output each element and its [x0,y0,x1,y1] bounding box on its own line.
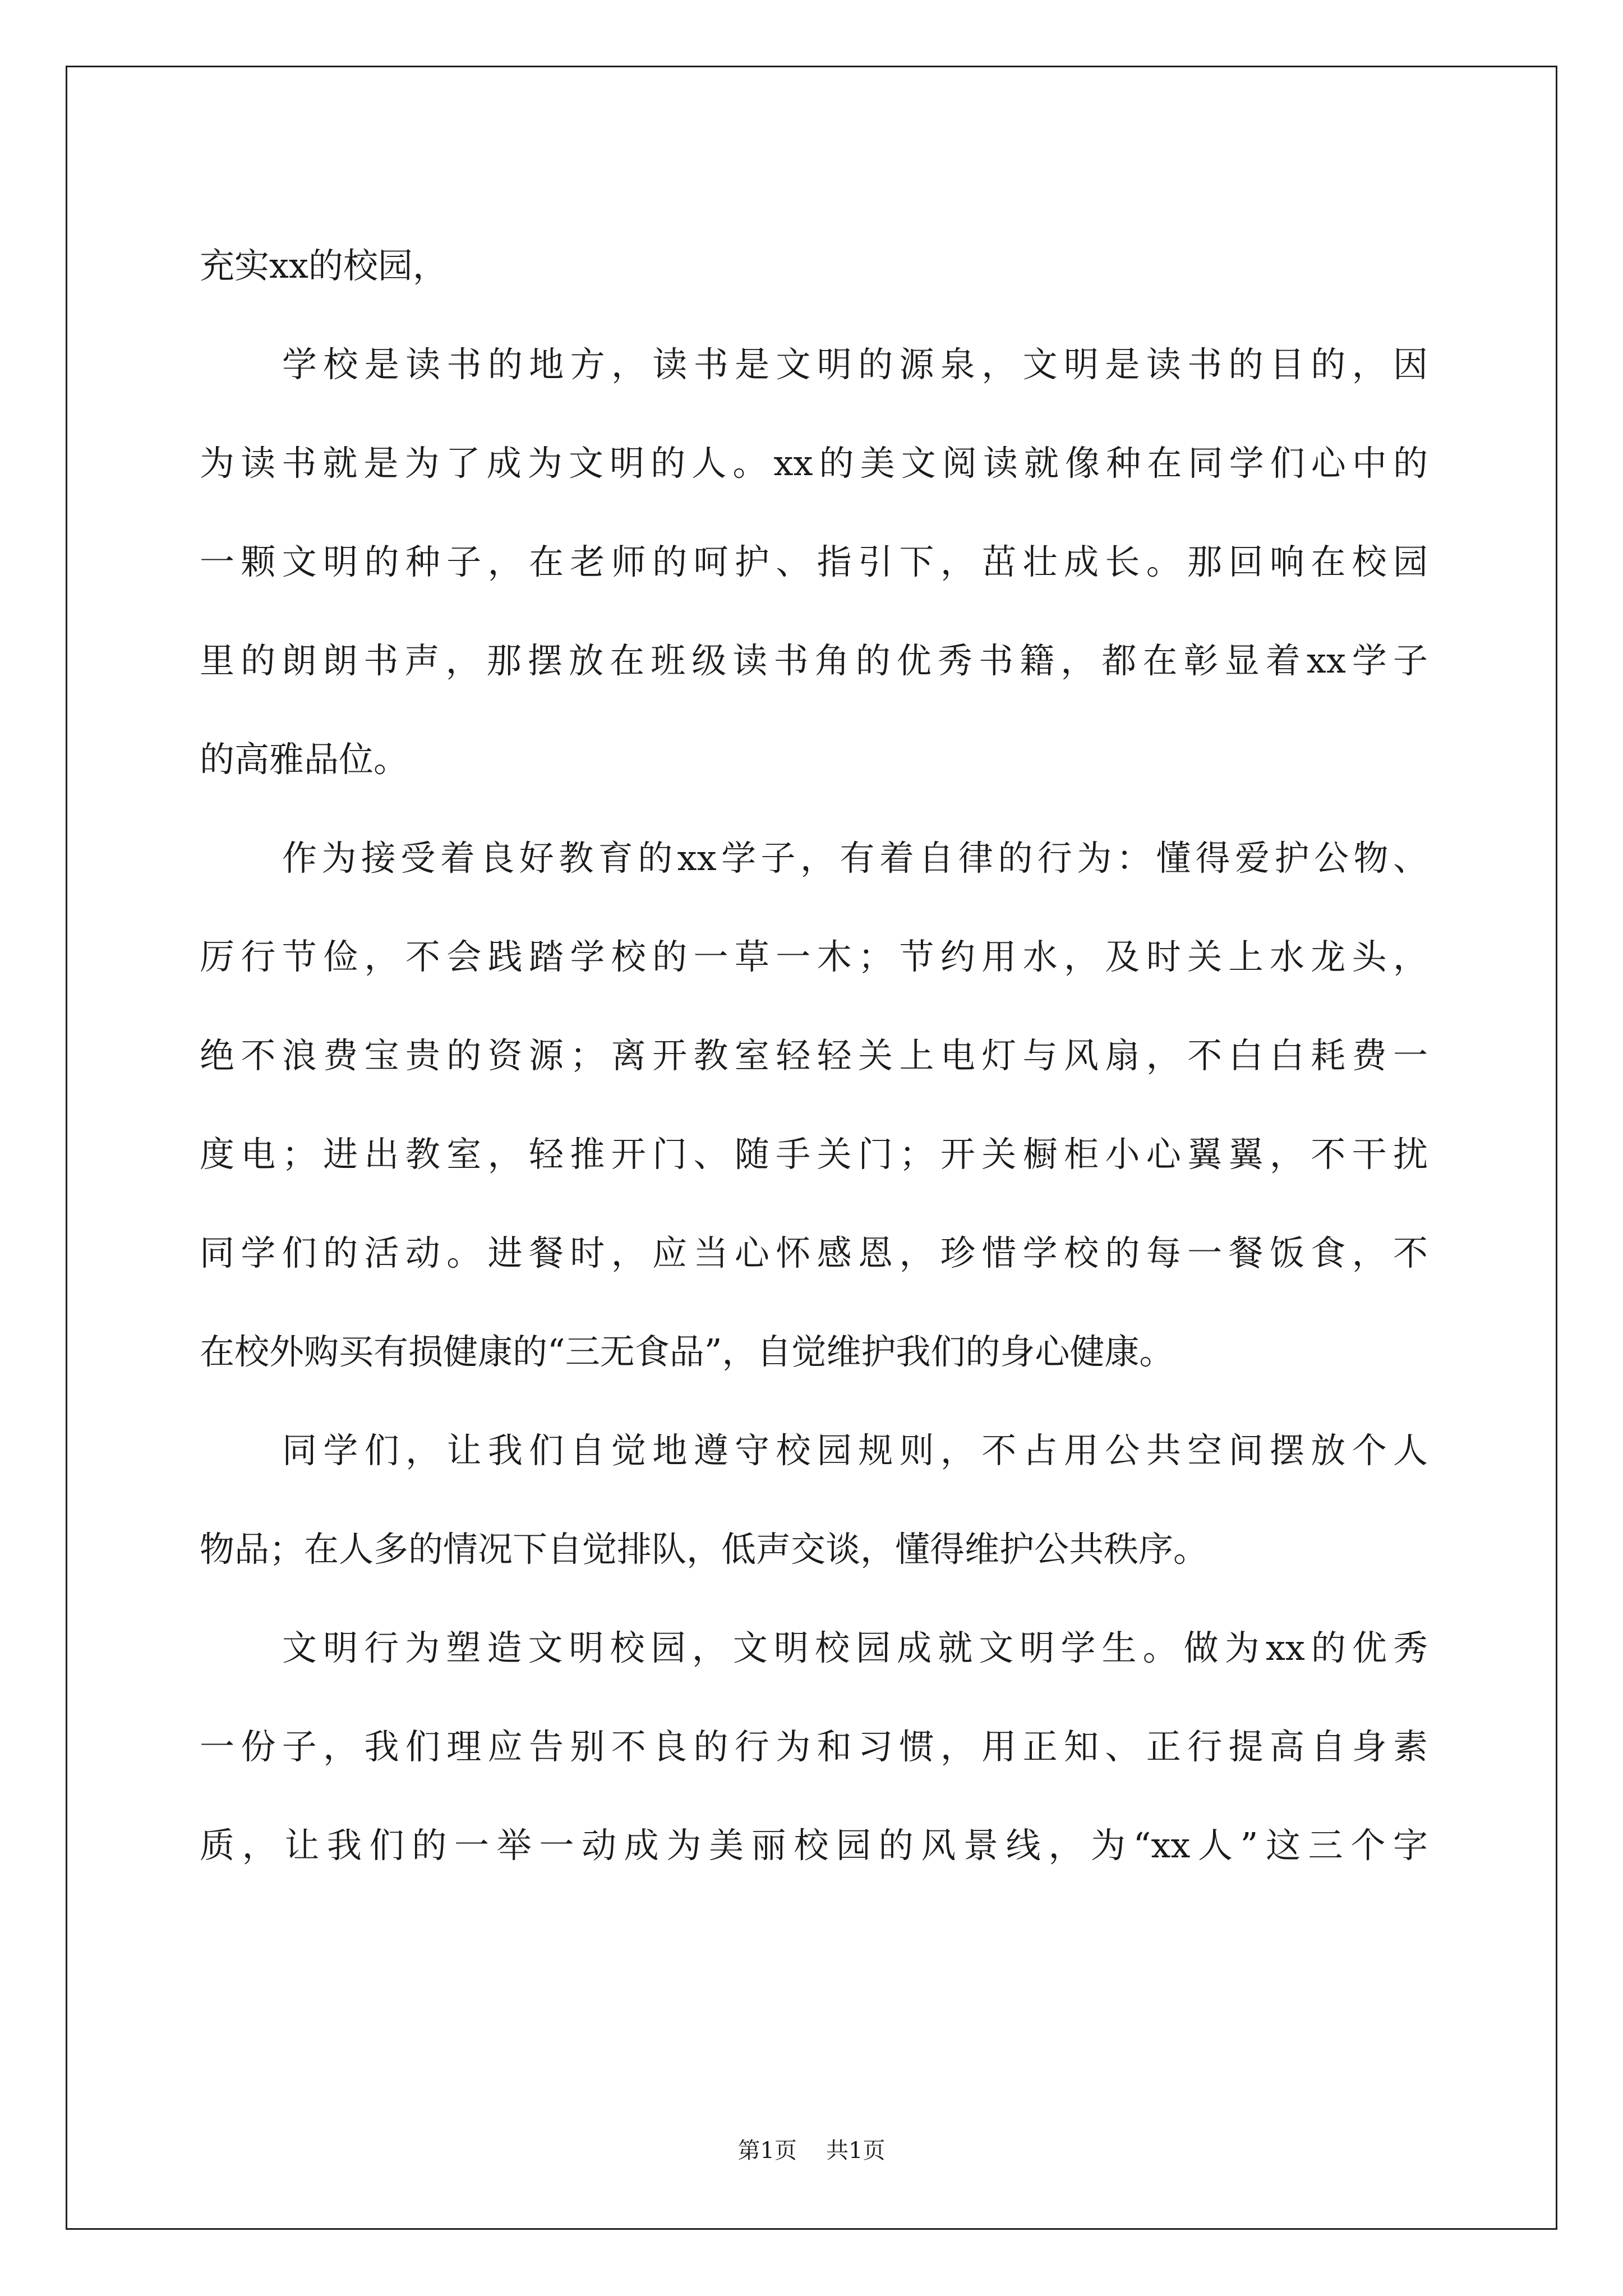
text-line: 一颗文明的种子，在老师的呵护、指引下，茁壮成长。那回响在校园 [200,541,1428,582]
text-line: 里的朗朗书声，那摆放在班级读书角的优秀书籍，都在彰显着xx学子 [200,640,1428,681]
text-line: 作为接受着良好教育的xx学子，有着自律的行为：懂得爱护公物、 [282,838,1428,878]
document-body [200,217,1428,1895]
text-line: 为读书就是为了成为文明的人。xx的美文阅读就像种在同学们心中的 [200,443,1428,484]
page-number: 第1页 [737,2138,797,2164]
text-line: 一份子，我们理应告别不良的行为和习惯，用正知、正行提高自身素 [200,1726,1428,1767]
text-line: 质，让我们的一举一动成为美丽校园的风景线，为“xx人”这三个字 [200,1825,1428,1866]
text-line: 在校外购买有损健康的“三无食品”，自觉维护我们的身心健康。 [200,1331,1174,1372]
text-line: 度电；进出教室，轻推开门、随手关门；开关橱柜小心翼翼，不干扰 [200,1134,1428,1175]
text-line: 厉行节俭，不会践踏学校的一草一木；节约用水，及时关上水龙头， [200,936,1428,977]
text-line: 同学们的活动。进餐时，应当心怀感恩，珍惜学校的每一餐饭食，不 [200,1232,1428,1273]
page-footer [0,2135,1623,2166]
text-line: 绝不浪费宝贵的资源；离开教室轻轻关上电灯与风扇，不白白耗费一 [200,1035,1428,1076]
text-line: 的高雅品位。 [200,739,409,780]
page-total: 共1页 [826,2138,886,2164]
text-line: 同学们，让我们自觉地遵守校园规则，不占用公共空间摆放个人 [282,1430,1428,1471]
text-line: 文明行为塑造文明校园，文明校园成就文明学生。做为xx的优秀 [282,1627,1428,1668]
text-line: 充实xx的校园， [200,245,448,286]
text-line: 学校是读书的地方，读书是文明的源泉，文明是读书的目的，因 [282,344,1428,385]
text-line: 物品；在人多的情况下自觉排队，低声交谈，懂得维护公共秩序。 [200,1529,1209,1570]
